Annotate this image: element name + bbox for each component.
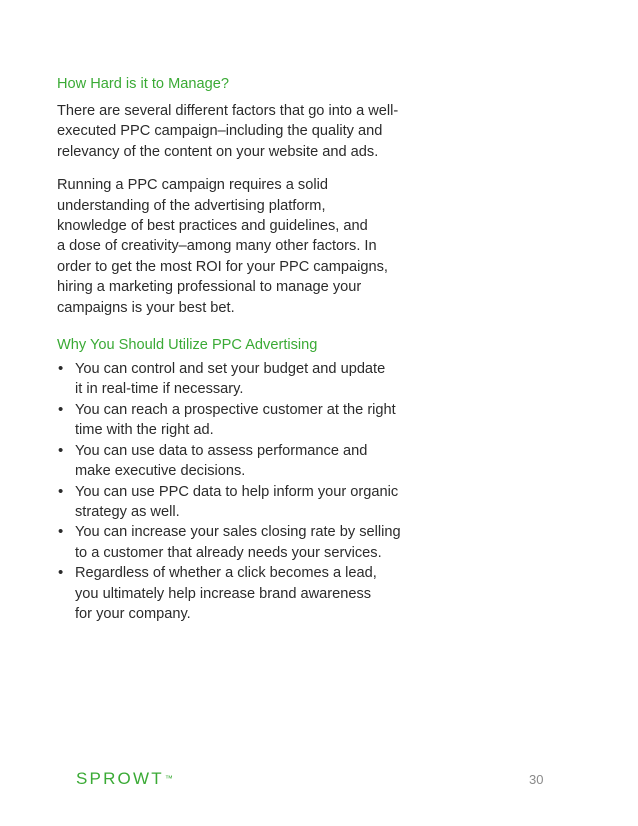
section-heading-manage: How Hard is it to Manage? [57,76,229,92]
list-item-text: You can increase your sales closing rate by selling to a customer that already needs your services. [75,524,401,561]
list-item-text: You can use PPC data to help inform your organic strategy as well. [75,483,399,520]
list-item [57,359,407,400]
list-item [57,522,407,563]
list-item-text: You can reach a prospective customer at the right time with the right ad. [75,401,396,439]
list-item [57,441,407,482]
paragraph-running-ppc: Running a PPC campaign requires a solid understanding of the advertising platform, knowledge of best practices and guidelines, and a dose of creativity–among many other factors. In order to get the most ROI for your PPC campaigns, hiring a marketing professional to manage your campaigns is your best bet. [57,177,388,316]
sprowt-logo [76,769,173,789]
list-item-text: You can control and set your budget and update it in real-time if necessary. [75,361,386,398]
bullet-icon: • [58,360,64,378]
bullet-icon: • [58,400,64,418]
list-item [57,563,407,624]
bullet-icon: • [58,441,64,459]
page-number: 30 [529,772,544,787]
page-content [57,74,407,624]
bullet-icon: • [58,564,64,582]
logo-text: SPROWT [76,769,164,788]
list-item-text: You can use data to assess performance and make executive decisions. [75,442,368,480]
section-heading-why-ppc: Why You Should Utilize PPC Advertising [57,337,318,354]
paragraph-factors: There are several different factors that go into a well- executed PPC campaign–including the quality and relevancy of the content on your website and ads. [57,103,399,160]
bullet-icon: • [58,482,64,500]
list-item [57,482,407,523]
list-item [57,400,407,441]
trademark-symbol: ™ [164,774,173,783]
bullet-icon: • [58,523,64,541]
benefits-list [57,359,407,624]
list-item-text: Regardless of whether a click becomes a lead, you ultimately help increase brand awareness for your company. [75,565,377,622]
